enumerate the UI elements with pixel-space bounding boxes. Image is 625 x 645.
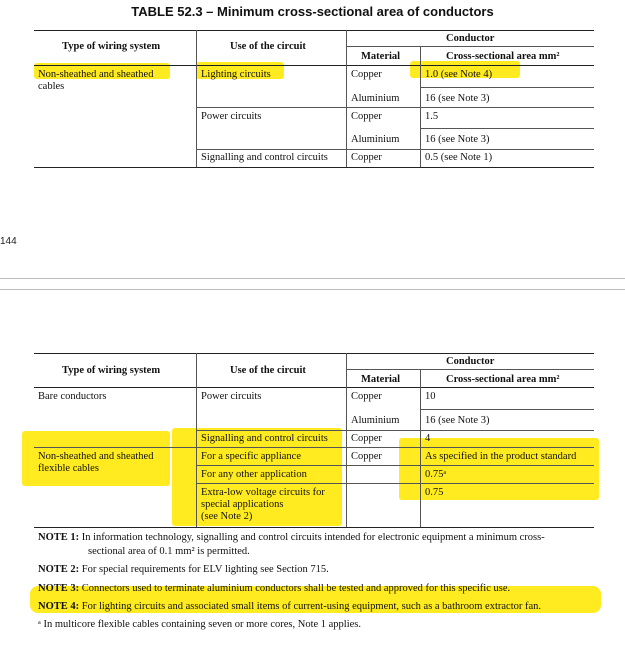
use-cell: Lighting circuits (201, 69, 271, 80)
header-conductor: Conductor (446, 356, 495, 367)
use-cell: For any other application (201, 469, 307, 480)
type-cell: Bare conductors (38, 391, 107, 402)
table2-row-rule (420, 483, 594, 484)
table2-row-rule (196, 483, 420, 484)
type-cell-line2: cables (38, 81, 65, 92)
header-type-of-wiring: Type of wiring system (62, 41, 161, 52)
table1-top-rule (34, 30, 594, 31)
csa-cell: 1.0 (see Note 4) (425, 69, 493, 80)
table2-row-rule (196, 430, 594, 431)
note-text: For special requirements for ELV lighting see Section 715. (81, 564, 329, 575)
use-cell-line1: Extra-low voltage circuits for (201, 487, 325, 498)
csa-cell: 0.75ᵃ (425, 469, 447, 480)
note-1 (38, 531, 613, 544)
material-cell: Copper (351, 111, 382, 122)
material-cell: Aluminium (351, 93, 400, 104)
footnote: ᵃ In multicore flexible cables containing seven or more cores, Note 1 applies. (38, 619, 362, 630)
table2-bottom-rule (34, 527, 594, 528)
header-use-of-circuit: Use of the circuit (230, 365, 306, 376)
material-cell: Copper (351, 391, 382, 402)
page-number: 144 (0, 236, 17, 247)
header-material: Material (361, 51, 401, 62)
table1-col-rule (346, 30, 347, 167)
table1-row-rule (420, 128, 594, 129)
table2-conductor-rule (346, 369, 594, 370)
table2-row-rule (34, 447, 594, 448)
csa-cell: 1.5 (425, 111, 439, 122)
csa-cell: 16 (see Note 3) (425, 134, 490, 145)
note-2 (38, 563, 329, 576)
csa-cell: 4 (425, 433, 431, 444)
note-label: NOTE 1: (38, 532, 80, 543)
csa-cell: As specified in the product standard (425, 451, 577, 462)
csa-cell: 16 (see Note 3) (425, 93, 490, 104)
material-cell: Aluminium (351, 415, 400, 426)
csa-cell: 16 (see Note 3) (425, 415, 490, 426)
header-type-of-wiring: Type of wiring system (62, 365, 161, 376)
table2-top-rule (34, 353, 594, 354)
table1-row-rule (196, 149, 594, 150)
header-use-of-circuit: Use of the circuit (230, 41, 306, 52)
table1-col-rule (420, 46, 421, 167)
page-separator (0, 289, 625, 290)
note-label: NOTE 3: (38, 583, 80, 594)
material-cell: Copper (351, 152, 382, 163)
header-csa: Cross-sectional area mm² (446, 51, 560, 62)
header-csa: Cross-sectional area mm² (446, 374, 560, 385)
table-title: TABLE 52.3 – Minimum cross-sectional area of conductors (131, 4, 494, 19)
note-4 (38, 600, 541, 613)
type-cell-line1: Non-sheathed and sheathed (38, 69, 154, 80)
table1-conductor-rule (346, 46, 594, 47)
table1-col-rule (196, 30, 197, 167)
table1-row-rule (420, 87, 594, 88)
note-label: NOTE 2: (38, 564, 80, 575)
table1-bottom-rule (34, 167, 594, 168)
material-cell: Copper (351, 69, 382, 80)
material-cell: Copper (351, 451, 382, 462)
table1-header-rule (34, 65, 594, 66)
use-cell: For a specific appliance (201, 451, 301, 462)
use-cell: Signalling and control circuits (201, 433, 328, 444)
table2-row-rule (196, 465, 420, 466)
table2-row-rule (420, 465, 594, 466)
note-text: For lighting circuits and associated small items of current-using equipment, such as a bathroom extractor fan. (81, 601, 542, 612)
csa-cell: 0.75 (425, 487, 444, 498)
table2-header-rule (34, 387, 594, 388)
material-cell: Aluminium (351, 134, 400, 145)
note-label: NOTE 4: (38, 601, 80, 612)
type-cell-line1: Non-sheathed and sheathed (38, 451, 154, 462)
note-1-continuation: sectional area of 0.1 mm² is permitted. (88, 546, 250, 557)
page-separator (0, 278, 625, 279)
header-material: Material (361, 374, 401, 385)
use-cell: Power circuits (201, 391, 262, 402)
note-text: Connectors used to terminate aluminium conductors shall be tested and approved for this specific use. (81, 583, 511, 594)
table2-col-rule (346, 353, 347, 527)
csa-cell: 0.5 (see Note 1) (425, 152, 493, 163)
note-text: In information technology, signalling and control circuits intended for electronic equipment a minimum cross- (81, 532, 545, 543)
table2-col-rule (420, 369, 421, 527)
use-cell-line3: (see Note 2) (201, 511, 253, 522)
note-3 (38, 582, 510, 595)
table2-row-rule (420, 409, 594, 410)
use-cell: Signalling and control circuits (201, 152, 328, 163)
material-cell: Copper (351, 433, 382, 444)
use-cell: Power circuits (201, 111, 262, 122)
type-cell-line2: flexible cables (38, 463, 99, 474)
table1-row-rule (196, 107, 594, 108)
use-cell-line2: special applications (201, 499, 284, 510)
header-conductor: Conductor (446, 33, 495, 44)
csa-cell: 10 (425, 391, 436, 402)
table2-col-rule (196, 353, 197, 527)
